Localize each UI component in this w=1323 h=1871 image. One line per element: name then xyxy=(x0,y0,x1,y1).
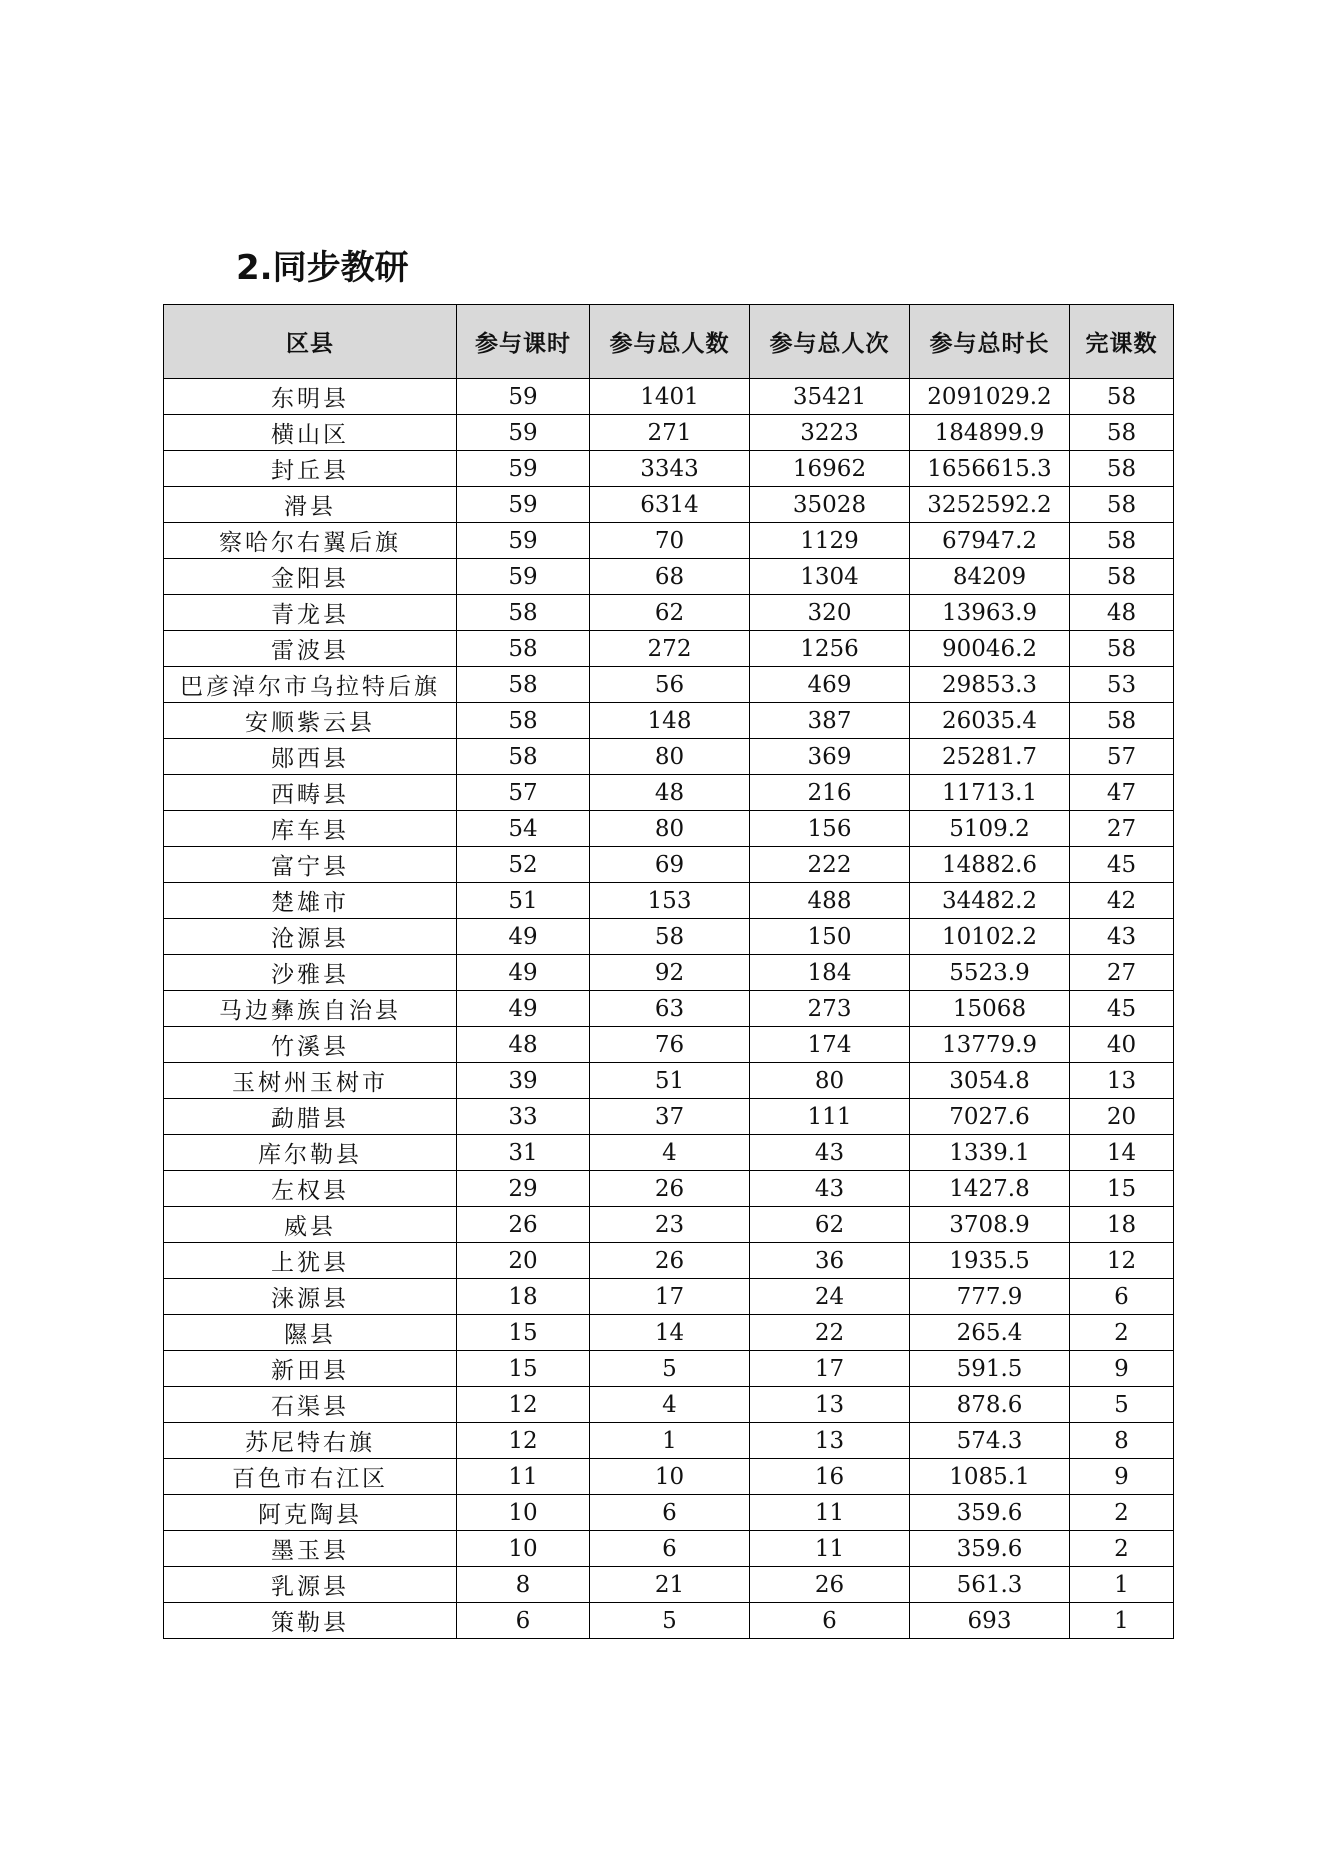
cell-total-visits: 35028 xyxy=(750,487,910,523)
cell-total-participants: 62 xyxy=(590,595,750,631)
cell-total-participants: 6 xyxy=(590,1495,750,1531)
table-row xyxy=(164,991,1174,1027)
cell-lesson-hours: 59 xyxy=(457,415,590,451)
cell-total-duration: 13963.9 xyxy=(910,595,1070,631)
cell-total-participants: 37 xyxy=(590,1099,750,1135)
table-row xyxy=(164,1423,1174,1459)
cell-total-duration: 7027.6 xyxy=(910,1099,1070,1135)
cell-total-duration: 359.6 xyxy=(910,1495,1070,1531)
cell-completed-lessons: 45 xyxy=(1070,847,1174,883)
cell-total-duration: 878.6 xyxy=(910,1387,1070,1423)
cell-total-duration: 1656615.3 xyxy=(910,451,1070,487)
cell-total-visits: 35421 xyxy=(750,379,910,415)
cell-county: 楚雄市 xyxy=(164,883,457,919)
cell-total-visits: 222 xyxy=(750,847,910,883)
cell-lesson-hours: 49 xyxy=(457,919,590,955)
cell-completed-lessons: 58 xyxy=(1070,415,1174,451)
cell-total-participants: 1401 xyxy=(590,379,750,415)
cell-lesson-hours: 10 xyxy=(457,1495,590,1531)
cell-lesson-hours: 59 xyxy=(457,451,590,487)
cell-lesson-hours: 59 xyxy=(457,487,590,523)
cell-total-visits: 6 xyxy=(750,1603,910,1639)
cell-completed-lessons: 45 xyxy=(1070,991,1174,1027)
cell-county: 阿克陶县 xyxy=(164,1495,457,1531)
cell-completed-lessons: 58 xyxy=(1070,523,1174,559)
cell-lesson-hours: 8 xyxy=(457,1567,590,1603)
cell-lesson-hours: 10 xyxy=(457,1531,590,1567)
cell-lesson-hours: 51 xyxy=(457,883,590,919)
cell-total-participants: 21 xyxy=(590,1567,750,1603)
table-row xyxy=(164,1495,1174,1531)
cell-completed-lessons: 27 xyxy=(1070,811,1174,847)
cell-total-visits: 1256 xyxy=(750,631,910,667)
cell-completed-lessons: 27 xyxy=(1070,955,1174,991)
cell-total-participants: 26 xyxy=(590,1243,750,1279)
cell-total-visits: 11 xyxy=(750,1495,910,1531)
cell-county: 库车县 xyxy=(164,811,457,847)
cell-county: 库尔勒县 xyxy=(164,1135,457,1171)
header-county: 区县 xyxy=(164,305,457,379)
cell-county: 石渠县 xyxy=(164,1387,457,1423)
cell-lesson-hours: 58 xyxy=(457,631,590,667)
cell-lesson-hours: 57 xyxy=(457,775,590,811)
cell-lesson-hours: 58 xyxy=(457,595,590,631)
cell-county: 青龙县 xyxy=(164,595,457,631)
cell-county: 竹溪县 xyxy=(164,1027,457,1063)
cell-total-visits: 469 xyxy=(750,667,910,703)
cell-completed-lessons: 9 xyxy=(1070,1459,1174,1495)
cell-total-participants: 271 xyxy=(590,415,750,451)
table-row xyxy=(164,1135,1174,1171)
cell-completed-lessons: 2 xyxy=(1070,1531,1174,1567)
table-row xyxy=(164,667,1174,703)
cell-county: 左权县 xyxy=(164,1171,457,1207)
cell-total-participants: 272 xyxy=(590,631,750,667)
cell-total-participants: 51 xyxy=(590,1063,750,1099)
cell-total-duration: 25281.7 xyxy=(910,739,1070,775)
cell-completed-lessons: 1 xyxy=(1070,1603,1174,1639)
cell-lesson-hours: 58 xyxy=(457,739,590,775)
cell-completed-lessons: 18 xyxy=(1070,1207,1174,1243)
cell-total-participants: 6 xyxy=(590,1531,750,1567)
table-row xyxy=(164,811,1174,847)
table-row xyxy=(164,523,1174,559)
table-row xyxy=(164,1315,1174,1351)
table-row xyxy=(164,1207,1174,1243)
cell-total-visits: 1129 xyxy=(750,523,910,559)
table-row xyxy=(164,1027,1174,1063)
cell-total-participants: 69 xyxy=(590,847,750,883)
cell-lesson-hours: 58 xyxy=(457,703,590,739)
cell-total-visits: 13 xyxy=(750,1387,910,1423)
table-row xyxy=(164,1099,1174,1135)
cell-lesson-hours: 58 xyxy=(457,667,590,703)
cell-total-participants: 3343 xyxy=(590,451,750,487)
cell-county: 雷波县 xyxy=(164,631,457,667)
table-header-row xyxy=(164,305,1174,379)
cell-total-visits: 43 xyxy=(750,1135,910,1171)
table-row xyxy=(164,883,1174,919)
cell-lesson-hours: 12 xyxy=(457,1423,590,1459)
cell-total-duration: 26035.4 xyxy=(910,703,1070,739)
cell-total-participants: 58 xyxy=(590,919,750,955)
cell-completed-lessons: 14 xyxy=(1070,1135,1174,1171)
cell-lesson-hours: 59 xyxy=(457,559,590,595)
cell-total-duration: 3054.8 xyxy=(910,1063,1070,1099)
cell-lesson-hours: 20 xyxy=(457,1243,590,1279)
cell-total-duration: 184899.9 xyxy=(910,415,1070,451)
cell-total-participants: 14 xyxy=(590,1315,750,1351)
table-row xyxy=(164,1459,1174,1495)
cell-total-participants: 148 xyxy=(590,703,750,739)
cell-lesson-hours: 33 xyxy=(457,1099,590,1135)
cell-total-participants: 10 xyxy=(590,1459,750,1495)
table-row xyxy=(164,415,1174,451)
cell-total-visits: 3223 xyxy=(750,415,910,451)
cell-county: 苏尼特右旗 xyxy=(164,1423,457,1459)
cell-total-participants: 5 xyxy=(590,1351,750,1387)
table-row xyxy=(164,379,1174,415)
cell-completed-lessons: 13 xyxy=(1070,1063,1174,1099)
cell-total-visits: 16962 xyxy=(750,451,910,487)
cell-completed-lessons: 2 xyxy=(1070,1315,1174,1351)
cell-total-participants: 56 xyxy=(590,667,750,703)
cell-lesson-hours: 12 xyxy=(457,1387,590,1423)
cell-lesson-hours: 39 xyxy=(457,1063,590,1099)
cell-completed-lessons: 1 xyxy=(1070,1567,1174,1603)
cell-county: 墨玉县 xyxy=(164,1531,457,1567)
cell-total-visits: 43 xyxy=(750,1171,910,1207)
cell-county: 沧源县 xyxy=(164,919,457,955)
table-row xyxy=(164,739,1174,775)
cell-total-participants: 92 xyxy=(590,955,750,991)
cell-total-participants: 80 xyxy=(590,739,750,775)
cell-total-participants: 26 xyxy=(590,1171,750,1207)
table-row xyxy=(164,1603,1174,1639)
cell-total-duration: 591.5 xyxy=(910,1351,1070,1387)
cell-county: 滑县 xyxy=(164,487,457,523)
cell-total-duration: 90046.2 xyxy=(910,631,1070,667)
cell-county: 策勒县 xyxy=(164,1603,457,1639)
sync-research-table xyxy=(163,304,1174,1639)
cell-total-participants: 80 xyxy=(590,811,750,847)
cell-completed-lessons: 58 xyxy=(1070,379,1174,415)
cell-total-visits: 369 xyxy=(750,739,910,775)
cell-total-duration: 1427.8 xyxy=(910,1171,1070,1207)
cell-total-duration: 3708.9 xyxy=(910,1207,1070,1243)
cell-total-visits: 24 xyxy=(750,1279,910,1315)
cell-total-visits: 80 xyxy=(750,1063,910,1099)
cell-county: 涞源县 xyxy=(164,1279,457,1315)
header-total-participants: 参与总人数 xyxy=(590,305,750,379)
header-total-visits: 参与总人次 xyxy=(750,305,910,379)
cell-total-visits: 17 xyxy=(750,1351,910,1387)
cell-total-duration: 14882.6 xyxy=(910,847,1070,883)
cell-county: 金阳县 xyxy=(164,559,457,595)
cell-total-participants: 76 xyxy=(590,1027,750,1063)
cell-total-visits: 36 xyxy=(750,1243,910,1279)
cell-total-duration: 5523.9 xyxy=(910,955,1070,991)
section-title: 2.同步教研 xyxy=(236,248,409,288)
cell-total-duration: 1085.1 xyxy=(910,1459,1070,1495)
cell-total-visits: 111 xyxy=(750,1099,910,1135)
cell-county: 巴彦淖尔市乌拉特后旗 xyxy=(164,667,457,703)
cell-total-visits: 387 xyxy=(750,703,910,739)
cell-county: 东明县 xyxy=(164,379,457,415)
cell-lesson-hours: 49 xyxy=(457,955,590,991)
cell-county: 封丘县 xyxy=(164,451,457,487)
cell-total-visits: 156 xyxy=(750,811,910,847)
cell-total-duration: 10102.2 xyxy=(910,919,1070,955)
cell-county: 勐腊县 xyxy=(164,1099,457,1135)
cell-total-duration: 84209 xyxy=(910,559,1070,595)
cell-total-duration: 265.4 xyxy=(910,1315,1070,1351)
cell-completed-lessons: 58 xyxy=(1070,559,1174,595)
cell-county: 隰县 xyxy=(164,1315,457,1351)
table-row xyxy=(164,631,1174,667)
cell-completed-lessons: 20 xyxy=(1070,1099,1174,1135)
cell-completed-lessons: 43 xyxy=(1070,919,1174,955)
table-row xyxy=(164,1171,1174,1207)
cell-lesson-hours: 26 xyxy=(457,1207,590,1243)
cell-lesson-hours: 54 xyxy=(457,811,590,847)
cell-completed-lessons: 5 xyxy=(1070,1387,1174,1423)
cell-total-participants: 48 xyxy=(590,775,750,811)
table-row xyxy=(164,559,1174,595)
table-row xyxy=(164,703,1174,739)
cell-total-duration: 67947.2 xyxy=(910,523,1070,559)
cell-total-visits: 174 xyxy=(750,1027,910,1063)
cell-total-duration: 15068 xyxy=(910,991,1070,1027)
cell-total-participants: 17 xyxy=(590,1279,750,1315)
cell-completed-lessons: 53 xyxy=(1070,667,1174,703)
cell-completed-lessons: 58 xyxy=(1070,703,1174,739)
cell-total-duration: 1339.1 xyxy=(910,1135,1070,1171)
cell-completed-lessons: 9 xyxy=(1070,1351,1174,1387)
table-row xyxy=(164,847,1174,883)
cell-total-participants: 6314 xyxy=(590,487,750,523)
cell-total-duration: 29853.3 xyxy=(910,667,1070,703)
cell-completed-lessons: 42 xyxy=(1070,883,1174,919)
table-row xyxy=(164,1279,1174,1315)
cell-county: 西畴县 xyxy=(164,775,457,811)
cell-lesson-hours: 11 xyxy=(457,1459,590,1495)
cell-total-visits: 62 xyxy=(750,1207,910,1243)
cell-total-visits: 184 xyxy=(750,955,910,991)
cell-total-duration: 777.9 xyxy=(910,1279,1070,1315)
cell-total-duration: 11713.1 xyxy=(910,775,1070,811)
cell-completed-lessons: 40 xyxy=(1070,1027,1174,1063)
cell-completed-lessons: 58 xyxy=(1070,631,1174,667)
cell-county: 上犹县 xyxy=(164,1243,457,1279)
cell-county: 百色市右江区 xyxy=(164,1459,457,1495)
table-row xyxy=(164,1063,1174,1099)
cell-completed-lessons: 58 xyxy=(1070,487,1174,523)
cell-completed-lessons: 48 xyxy=(1070,595,1174,631)
cell-total-participants: 68 xyxy=(590,559,750,595)
cell-county: 沙雅县 xyxy=(164,955,457,991)
table-row xyxy=(164,1351,1174,1387)
cell-completed-lessons: 57 xyxy=(1070,739,1174,775)
header-completed-lessons: 完课数 xyxy=(1070,305,1174,379)
cell-total-duration: 13779.9 xyxy=(910,1027,1070,1063)
table-row xyxy=(164,955,1174,991)
cell-county: 富宁县 xyxy=(164,847,457,883)
cell-lesson-hours: 29 xyxy=(457,1171,590,1207)
cell-county: 玉树州玉树市 xyxy=(164,1063,457,1099)
cell-county: 马边彝族自治县 xyxy=(164,991,457,1027)
table-row xyxy=(164,1567,1174,1603)
header-lesson-hours: 参与课时 xyxy=(457,305,590,379)
cell-completed-lessons: 8 xyxy=(1070,1423,1174,1459)
table-row xyxy=(164,919,1174,955)
cell-completed-lessons: 12 xyxy=(1070,1243,1174,1279)
cell-completed-lessons: 2 xyxy=(1070,1495,1174,1531)
cell-total-visits: 488 xyxy=(750,883,910,919)
cell-lesson-hours: 48 xyxy=(457,1027,590,1063)
cell-total-visits: 150 xyxy=(750,919,910,955)
cell-total-duration: 2091029.2 xyxy=(910,379,1070,415)
cell-total-duration: 34482.2 xyxy=(910,883,1070,919)
cell-county: 威县 xyxy=(164,1207,457,1243)
cell-lesson-hours: 15 xyxy=(457,1315,590,1351)
cell-total-participants: 4 xyxy=(590,1387,750,1423)
cell-total-duration: 359.6 xyxy=(910,1531,1070,1567)
cell-county: 乳源县 xyxy=(164,1567,457,1603)
cell-total-duration: 3252592.2 xyxy=(910,487,1070,523)
cell-total-participants: 23 xyxy=(590,1207,750,1243)
cell-total-visits: 11 xyxy=(750,1531,910,1567)
table-row xyxy=(164,775,1174,811)
cell-lesson-hours: 59 xyxy=(457,379,590,415)
table-row xyxy=(164,1531,1174,1567)
cell-total-duration: 693 xyxy=(910,1603,1070,1639)
cell-total-visits: 273 xyxy=(750,991,910,1027)
cell-total-visits: 1304 xyxy=(750,559,910,595)
cell-total-visits: 13 xyxy=(750,1423,910,1459)
cell-completed-lessons: 47 xyxy=(1070,775,1174,811)
cell-total-duration: 1935.5 xyxy=(910,1243,1070,1279)
cell-county: 郧西县 xyxy=(164,739,457,775)
cell-lesson-hours: 15 xyxy=(457,1351,590,1387)
cell-county: 横山区 xyxy=(164,415,457,451)
table-row xyxy=(164,487,1174,523)
cell-completed-lessons: 6 xyxy=(1070,1279,1174,1315)
table-body xyxy=(164,379,1174,1639)
cell-county: 新田县 xyxy=(164,1351,457,1387)
cell-county: 察哈尔右翼后旗 xyxy=(164,523,457,559)
cell-total-duration: 561.3 xyxy=(910,1567,1070,1603)
cell-total-visits: 216 xyxy=(750,775,910,811)
cell-total-visits: 320 xyxy=(750,595,910,631)
cell-lesson-hours: 59 xyxy=(457,523,590,559)
cell-lesson-hours: 6 xyxy=(457,1603,590,1639)
cell-total-visits: 26 xyxy=(750,1567,910,1603)
table-row xyxy=(164,1243,1174,1279)
cell-total-participants: 5 xyxy=(590,1603,750,1639)
table-row xyxy=(164,1387,1174,1423)
cell-total-participants: 63 xyxy=(590,991,750,1027)
cell-lesson-hours: 31 xyxy=(457,1135,590,1171)
table-row xyxy=(164,595,1174,631)
cell-lesson-hours: 49 xyxy=(457,991,590,1027)
cell-total-visits: 16 xyxy=(750,1459,910,1495)
cell-total-duration: 5109.2 xyxy=(910,811,1070,847)
cell-total-participants: 1 xyxy=(590,1423,750,1459)
cell-lesson-hours: 18 xyxy=(457,1279,590,1315)
cell-total-duration: 574.3 xyxy=(910,1423,1070,1459)
cell-total-visits: 22 xyxy=(750,1315,910,1351)
cell-completed-lessons: 58 xyxy=(1070,451,1174,487)
cell-county: 安顺紫云县 xyxy=(164,703,457,739)
header-total-duration: 参与总时长 xyxy=(910,305,1070,379)
cell-completed-lessons: 15 xyxy=(1070,1171,1174,1207)
cell-lesson-hours: 52 xyxy=(457,847,590,883)
cell-total-participants: 153 xyxy=(590,883,750,919)
table-row xyxy=(164,451,1174,487)
cell-total-participants: 70 xyxy=(590,523,750,559)
cell-total-participants: 4 xyxy=(590,1135,750,1171)
